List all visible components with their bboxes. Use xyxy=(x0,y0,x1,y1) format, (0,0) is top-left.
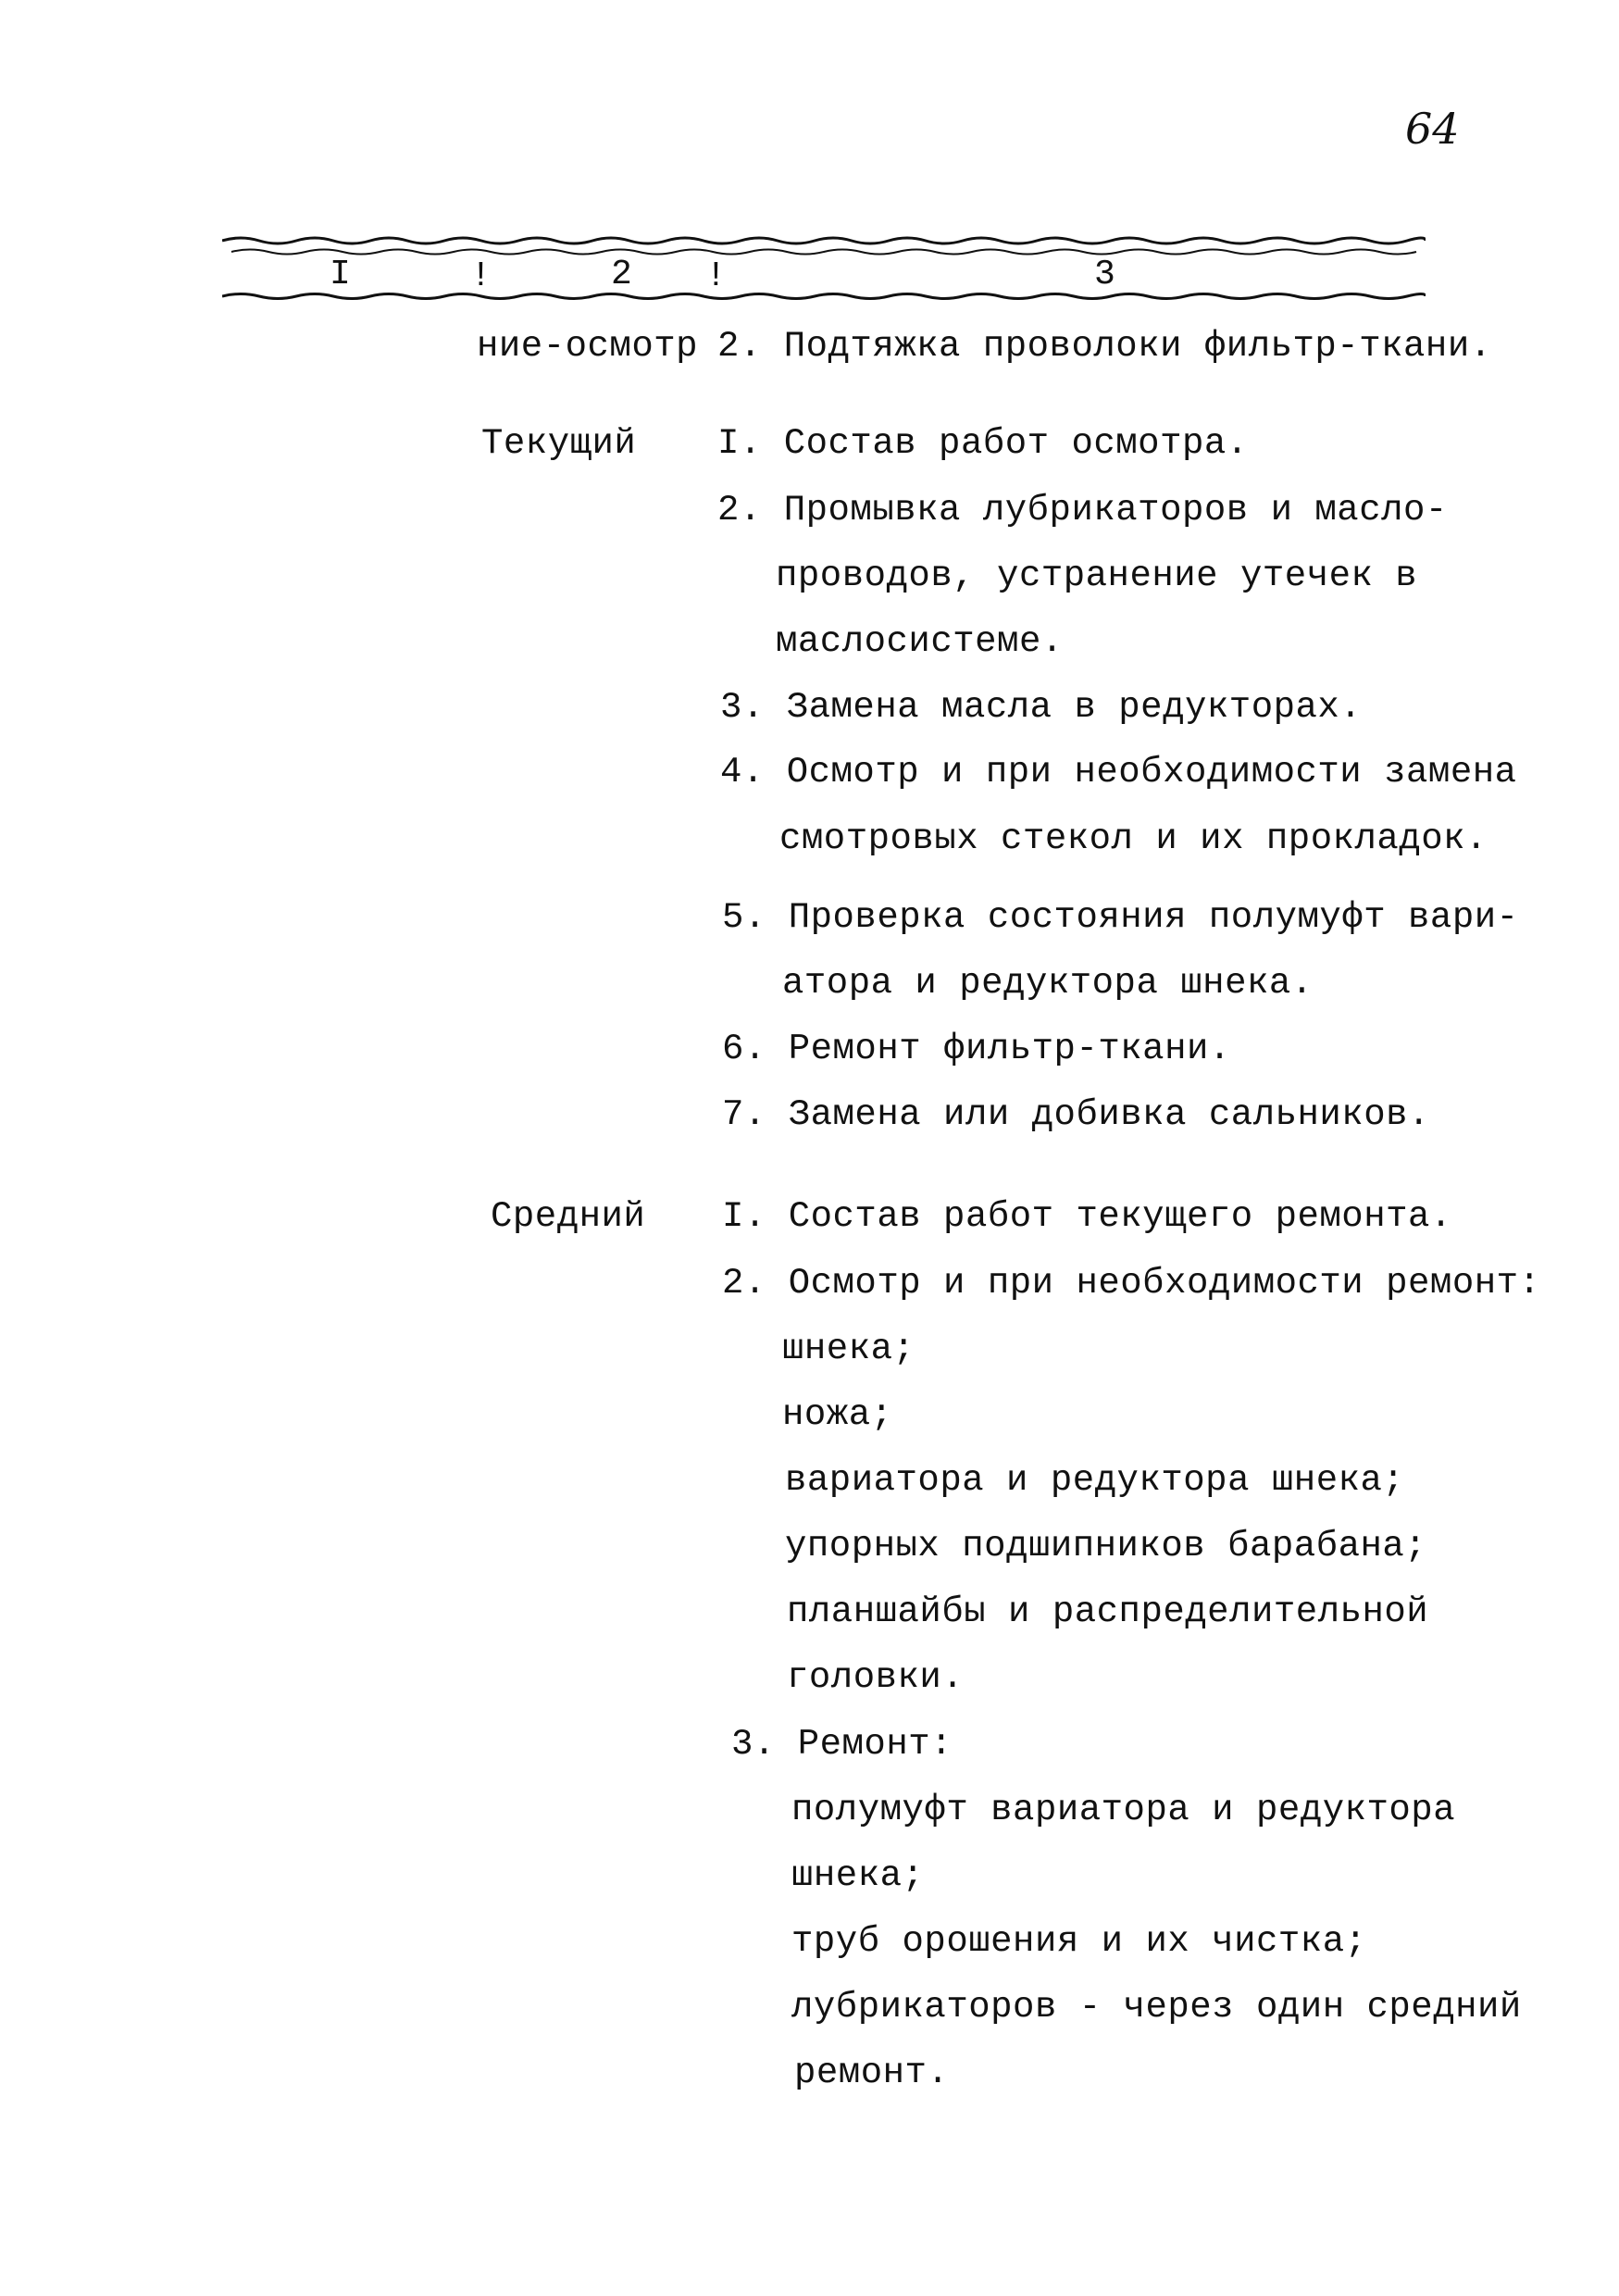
continuation-item: 2. Подтяжка проволоки фильтр-ткани. xyxy=(717,326,1492,367)
current-line-7: смотровых стекол и их прокладок. xyxy=(779,818,1488,859)
medium-line-10: полумуфт вариатора и редуктора xyxy=(791,1790,1456,1830)
medium-repair-label: Средний xyxy=(491,1196,646,1237)
header-bottom-rule xyxy=(222,289,1426,304)
medium-line-7: планшайбы и распределительной xyxy=(787,1591,1429,1632)
medium-line-13: лубрикаторов - через один средний xyxy=(791,1987,1522,2028)
medium-line-2: 2. Осмотр и при необходимости ремонт: xyxy=(722,1263,1541,1304)
current-line-10: 6. Ремонт фильтр-ткани. xyxy=(722,1029,1231,1069)
page-number: 64 xyxy=(1405,104,1460,154)
current-line-11: 7. Замена или добивка сальников. xyxy=(722,1094,1430,1135)
continuation-term: ние-осмотр xyxy=(477,326,699,367)
header-top-rule-2 xyxy=(222,244,1426,259)
medium-line-9: 3. Ремонт: xyxy=(731,1724,953,1765)
medium-line-5: вариатора и редуктора шнека; xyxy=(785,1460,1405,1501)
header-sep1: ! xyxy=(470,256,492,296)
current-line-2: 2. Промывка лубрикаторов и масло- xyxy=(717,490,1448,530)
header-col3: 3 xyxy=(1094,255,1115,294)
medium-line-4: ножа; xyxy=(782,1394,893,1435)
medium-line-12: труб орошения и их чистка; xyxy=(791,1921,1367,1962)
header-sep2: ! xyxy=(705,256,727,296)
current-line-1: I. Состав работ осмотра. xyxy=(717,423,1249,464)
medium-line-8: головки. xyxy=(787,1657,965,1698)
current-line-4: маслосистеме. xyxy=(776,621,1064,662)
header-col2: 2 xyxy=(611,255,632,294)
medium-line-3: шнека; xyxy=(782,1329,915,1369)
medium-line-14: ремонт. xyxy=(794,2053,950,2093)
current-line-6: 4. Осмотр и при необходимости замена xyxy=(720,752,1517,792)
medium-line-1: I. Состав работ текущего ремонта. xyxy=(722,1196,1452,1237)
current-line-9: атора и редуктора шнека. xyxy=(782,963,1314,1004)
current-line-5: 3. Замена масла в редукторах. xyxy=(720,687,1363,728)
current-line-8: 5. Проверка состояния полумуфт вари- xyxy=(722,897,1519,938)
current-repair-label: Текущий xyxy=(481,423,637,464)
medium-line-6: упорных подшипников барабана; xyxy=(785,1526,1427,1566)
header-col1: I xyxy=(330,255,351,294)
medium-line-11: шнека; xyxy=(791,1855,925,1896)
current-line-3: проводов, устранение утечек в xyxy=(776,555,1418,596)
